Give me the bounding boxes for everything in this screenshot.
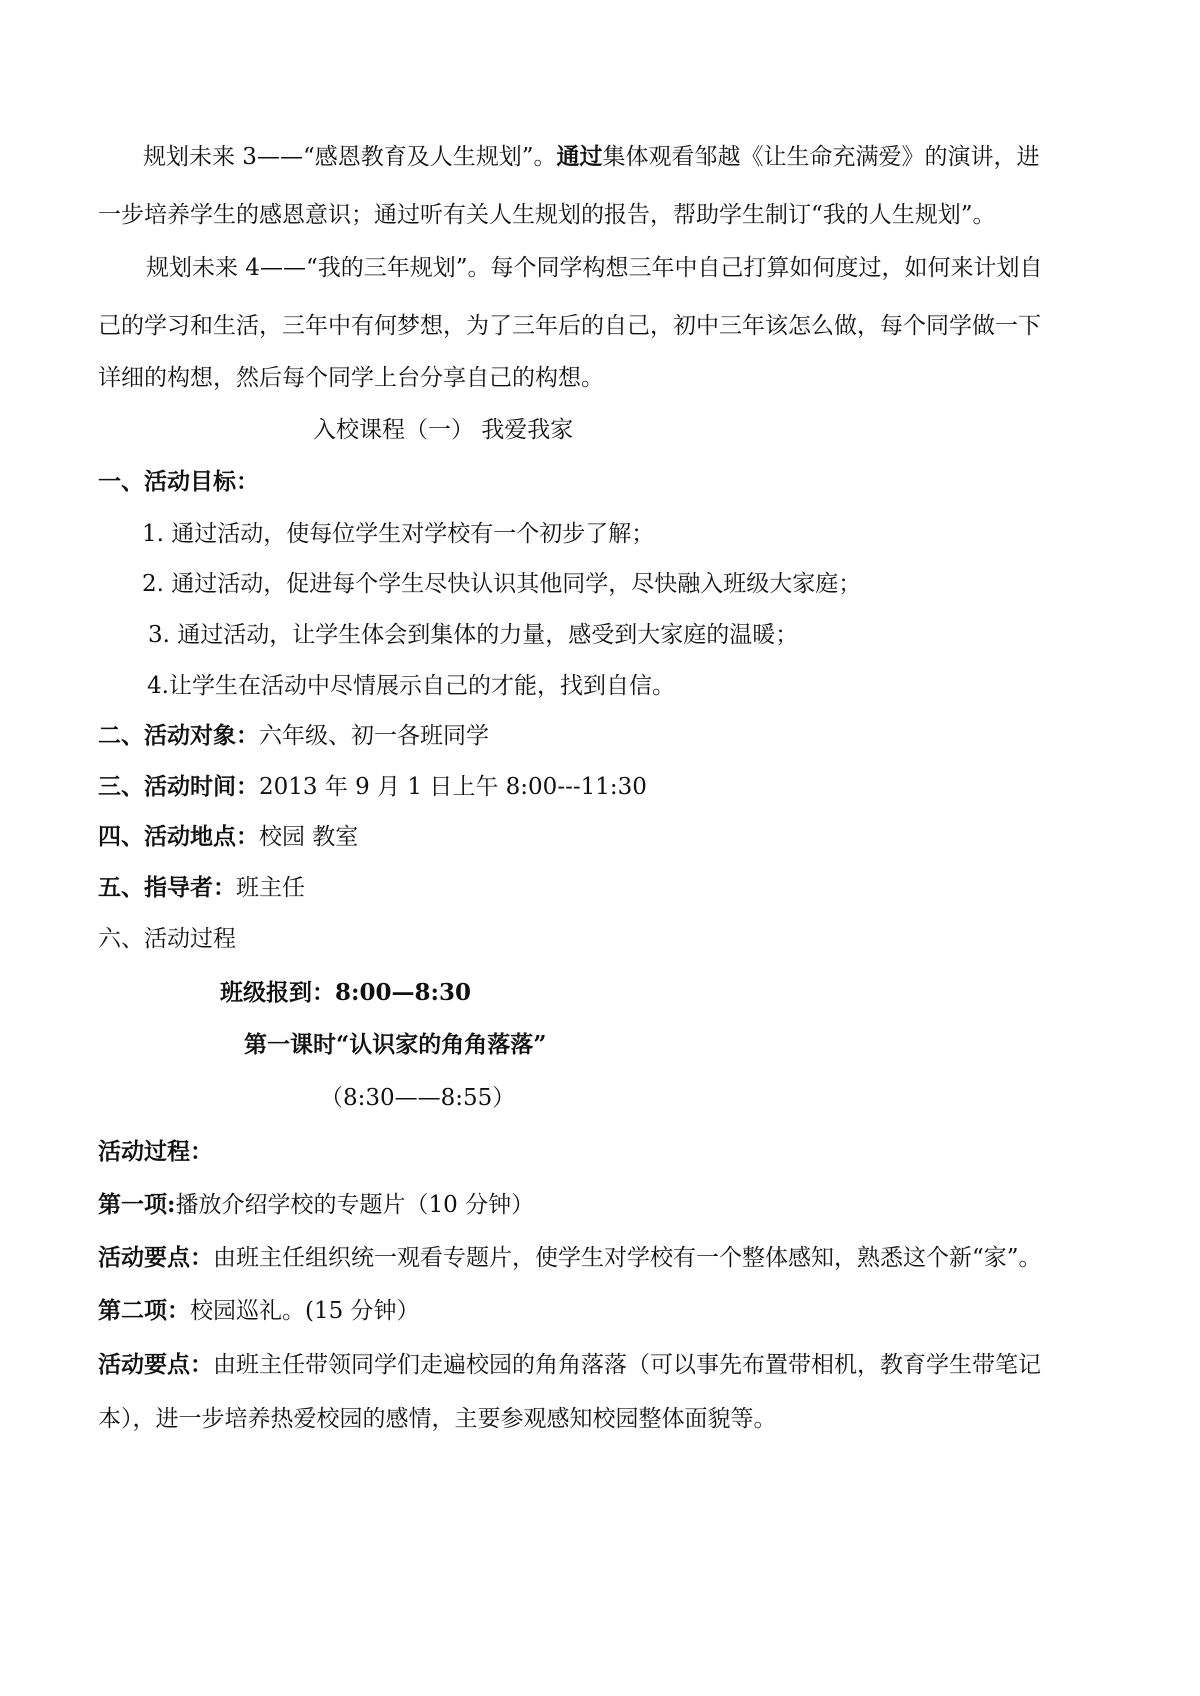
activity-heading: 活动过程： [98, 1138, 213, 1165]
point1-text: 由班主任组织统一观看专题片，使学生对学校有一个整体感知，熟悉这个新“家”。 [213, 1245, 1042, 1271]
intro-p1-a: 规划未来 3——“感恩教育及人生规划”。 [143, 144, 557, 170]
target-value: 六年级、初一各班同学 [259, 723, 489, 749]
process-heading: 六、活动过程 [98, 926, 236, 952]
guide-label: 五、指导者： [98, 874, 236, 901]
goal-item: 3. 通过活动，让学生体会到集体的力量，感受到大家庭的温暖； [148, 622, 799, 648]
target-row [98, 721, 489, 751]
intro-p1-c: 集体观看邹越《让生命充满爱》的演讲，进 [602, 144, 1040, 170]
intro-p2-line1: 规划未来 4——“我的三年规划”。每个同学构想三年中自己打算如何度过，如何来计划自 [146, 255, 1043, 281]
checkin-line: 班级报到：8:00—8:30 [220, 979, 472, 1006]
intro-p1-line1 [143, 142, 1040, 172]
lesson1-time: （8:30——8:55） [320, 1085, 516, 1111]
point1-row [98, 1243, 1042, 1273]
lesson1-title: 第一课时“认识家的角角落落” [244, 1031, 547, 1058]
goal-item: 1. 通过活动，使每位学生对学校有一个初步了解； [142, 521, 655, 547]
point2-row-line1 [98, 1350, 1041, 1380]
intro-p1-line2: 一步培养学生的感恩意识；通过听有关人生规划的报告，帮助学生制订“我的人生规划”。 [98, 202, 996, 228]
point1-label: 活动要点： [98, 1244, 213, 1271]
place-label: 四、活动地点： [98, 823, 259, 850]
item1-label: 第一项: [98, 1191, 176, 1218]
place-row [98, 822, 358, 852]
point2-text-line1: 由班主任带领同学们走遍校园的角角落落（可以事先布置带相机，教育学生带笔记 [213, 1352, 1041, 1378]
item1-text: 播放介绍学校的专题片（10 分钟） [175, 1192, 535, 1218]
intro-p1-bold: 通过 [556, 143, 603, 170]
item2-label: 第二项： [98, 1297, 190, 1324]
guide-row [98, 873, 305, 903]
item1-row [98, 1190, 534, 1220]
item2-row [98, 1296, 420, 1326]
intro-p2-line3: 详细的构想，然后每个同学上台分享自己的构想。 [98, 365, 604, 391]
place-value: 校园 教室 [259, 824, 359, 850]
time-value: 2013 年 9 月 1 日上午 8:00---11:30 [259, 774, 647, 800]
point2-row-line2: 本），进一步培养热爱校园的感情，主要参观感知校园整体面貌等。 [98, 1406, 777, 1432]
goal-item: 4.让学生在活动中尽情展示自己的才能，找到自信。 [147, 673, 675, 699]
item2-text: 校园巡礼。(15 分钟） [190, 1298, 420, 1324]
course-title: 入校课程（一） 我爱我家 [313, 417, 574, 443]
time-label: 三、活动时间： [98, 773, 259, 800]
intro-p2-line2: 己的学习和生活，三年中有何梦想，为了三年后的自己，初中三年该怎么做，每个同学做一下 [98, 313, 1041, 339]
time-row [98, 772, 647, 802]
target-label: 二、活动对象： [98, 722, 259, 749]
guide-value: 班主任 [236, 875, 305, 901]
goal-item: 2. 通过活动，促进每个学生尽快认识其他同学，尽快融入班级大家庭； [142, 571, 862, 597]
goals-heading: 一、活动目标： [98, 468, 259, 495]
point2-label: 活动要点： [98, 1351, 213, 1378]
